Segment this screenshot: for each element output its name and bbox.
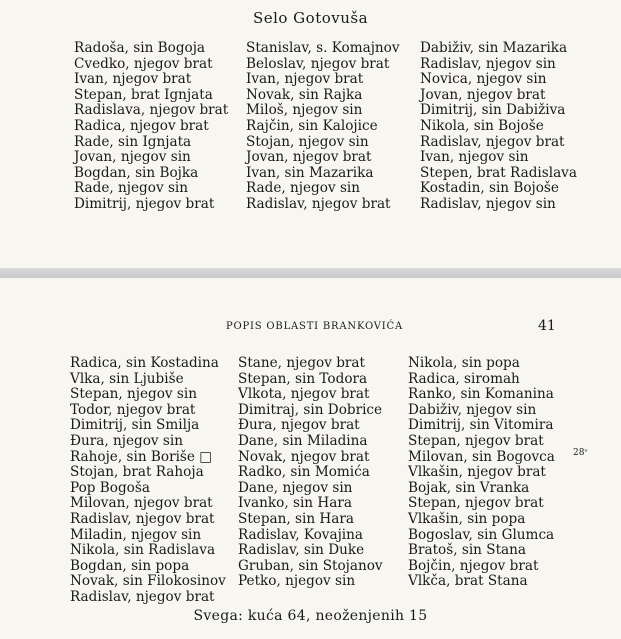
name-entry: Miloš, njegov sin [246,102,363,119]
bottom-page [0,278,621,639]
name-entry: Novak, njegov brat [238,448,370,465]
name-entry: Radislav, njegov sin [420,55,556,72]
name-entry: Rade, njegov sin [246,180,361,197]
name-entry: Beloslav, njegov brat [246,55,390,72]
name-entry: Rahoje, sin Boriše □ [70,448,213,465]
name-entry: Radislav, sin Duke [238,542,365,559]
name-entry: Bojak, sin Vranka [408,479,530,496]
name-entry: Rajčin, sin Kalojice [246,117,378,134]
name-entry: Stepan, njegov brat [408,432,544,449]
name-entry: Radislav, njegov brat [246,195,391,212]
name-entry: Novak, sin Filokosinov [70,573,226,590]
name-column-1 [70,356,226,606]
name-entry: Stepan, njegov sin [70,386,198,403]
name-entry: Vlkašin, njegov brat [408,464,546,481]
name-entry: Ivan, njegov brat [246,71,364,88]
name-entry: Stojan, brat Rahoja [70,464,204,481]
running-head: POPIS OBLASTI BRANKOVIĆA [226,321,404,332]
name-entry: Radko, sin Momića [238,464,370,481]
name-entry: Vlkča, brat Stana [408,573,528,590]
name-entry: Dabiživ, njegov sin [408,401,537,418]
name-entry: Rade, njegov sin [74,180,189,197]
name-entry: Dimitrij, sin Vitomira [408,417,554,434]
name-entry: Dane, njegov sin [238,479,353,496]
name-entry: Nikola, sin popa [408,355,520,371]
name-entry: Petko, njegov sin [238,573,356,590]
top-page-fragment [0,0,621,268]
name-entry: Kostadin, sin Bojoše [420,180,559,197]
name-entry: Jovan, njegov brat [420,86,546,103]
name-entry: Miladin, njegov sin [70,526,202,543]
name-entry: Todor, njegov brat [70,401,196,418]
name-entry: Đura, njegov brat [238,417,360,434]
name-column-3 [420,41,577,213]
name-entry: Bogdan, sin popa [70,557,190,574]
name-column-2 [246,41,400,213]
name-entry: Milovan, sin Bogovca [408,448,555,465]
name-entry: Radoša, sin Bogoja [74,40,206,56]
name-entry: Stojan, njegov sin [246,133,369,150]
name-entry: Radica, sin Kostadina [70,355,219,371]
name-entry: Bogoslav, sin Glumca [408,526,555,543]
name-entry: Radica, njegov brat [74,117,209,134]
page-number: 41 [538,318,556,334]
name-entry: Stepan, brat Ignjata [74,86,213,103]
name-entry: Nikola, sin Radislava [70,542,216,559]
name-entry: Dabiživ, sin Mazarika [420,40,568,56]
name-entry: Radica, siromah [408,370,520,387]
name-column-2 [238,356,383,590]
name-entry: Stepan, sin Hara [238,510,354,527]
village-heading: Selo Gotovuša [252,9,369,27]
name-entry: Jovan, njegov brat [246,149,372,166]
name-entry: Bojčin, njegov brat [408,557,539,574]
name-entry: Radislav, njegov brat [70,510,215,527]
name-entry: Ranko, sin Komanina [408,386,554,403]
summary-line: Svega: kuća 64, neoženjenih 15 [193,608,428,624]
name-entry: Dimitrij, njegov brat [74,195,215,212]
name-column-3 [408,356,555,590]
name-entry: Ivanko, sin Hara [238,495,352,512]
name-entry: Stepen, brat Radislava [420,164,577,181]
name-entry: Bratoš, sin Stana [408,542,526,559]
name-entry: Vlkašin, sin popa [408,510,526,527]
name-entry: Stane, njegov brat [238,355,365,371]
name-entry: Stepan, njegov brat [408,495,544,512]
name-entry: Gruban, sin Stojanov [238,557,383,574]
name-entry: Ivan, njegov brat [74,71,192,88]
name-entry: Dimitraj, sin Dobrice [238,401,383,418]
name-entry: Novica, njegov sin [420,71,547,88]
name-entry: Dane, sin Miladina [238,432,368,449]
name-entry: Rade, sin Ignjata [74,133,192,150]
name-entry: Stanislav, s. Komajnov [246,40,400,56]
name-entry: Đura, njegov sin [70,432,183,449]
name-entry: Dimitrij, sin Smilja [70,417,200,434]
name-entry: Bogdan, sin Bojka [74,164,199,181]
name-entry: Radislav, Kovajina [238,526,364,543]
folio-marker: 28ᵛ [573,448,588,458]
name-entry: Novak, sin Rajka [246,86,363,103]
name-entry: Radislava, njegov brat [74,102,229,119]
name-entry: Radislav, njegov brat [70,588,215,605]
page-divider [0,268,621,278]
name-entry: Vlkota, njegov brat [238,386,370,403]
name-entry: Radislav, njegov sin [420,195,556,212]
name-entry: Ivan, sin Mazarika [246,164,374,181]
name-entry: Stepan, sin Todora [238,370,368,387]
name-entry: Milovan, njegov brat [70,495,213,512]
name-entry: Radislav, njegov brat [420,133,565,150]
name-entry: Cvedko, njegov brat [74,55,213,72]
name-entry: Dimitrij, sin Dabiživa [420,102,566,119]
name-entry: Vlka, sin Ljubiše [70,370,184,387]
name-column-1 [74,41,228,213]
name-entry: Nikola, sin Bojoše [420,117,544,134]
name-entry: Ivan, njegov sin [420,149,529,166]
name-entry: Jovan, njegov sin [74,149,191,166]
name-entry: Pop Bogoša [70,479,150,496]
